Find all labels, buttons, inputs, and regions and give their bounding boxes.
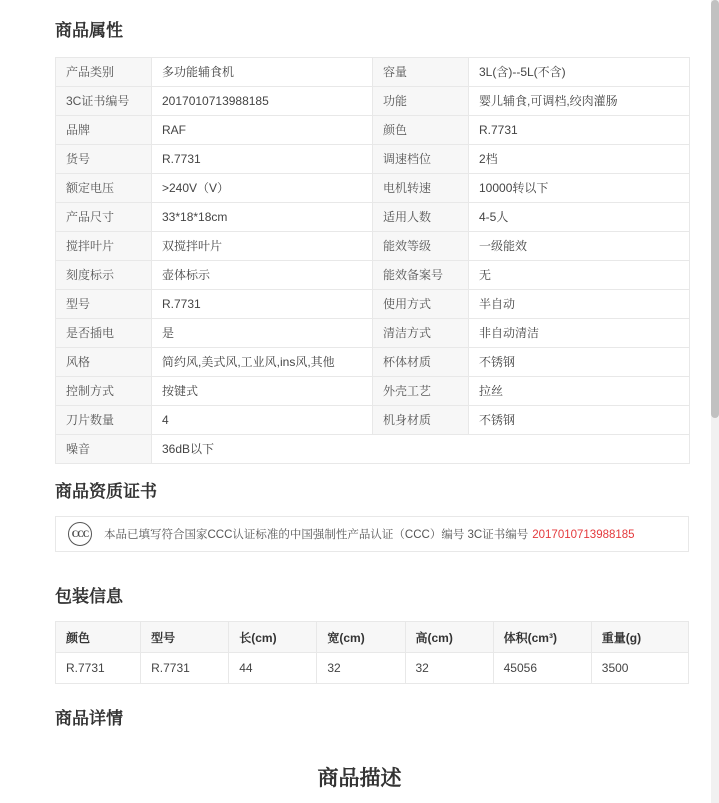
attribute-key: 刻度标示: [56, 261, 152, 290]
page-title-attributes: 商品属性: [55, 21, 123, 40]
attribute-value: 33*18*18cm: [152, 203, 373, 232]
table-row: [56, 435, 690, 464]
attribute-value: 一级能效: [469, 232, 690, 261]
table-row: [56, 58, 690, 87]
attribute-value: 半自动: [469, 290, 690, 319]
attribute-key: 适用人数: [373, 203, 469, 232]
attribute-value: 10000转以下: [469, 174, 690, 203]
attribute-value: 婴儿辅食,可调档,绞肉灌肠: [469, 87, 690, 116]
attribute-key: 使用方式: [373, 290, 469, 319]
table-row: [56, 319, 690, 348]
attribute-key: 电机转速: [373, 174, 469, 203]
table-row: [56, 290, 690, 319]
attribute-key: 货号: [56, 145, 152, 174]
ccc-certification-icon: CCC: [68, 522, 92, 546]
attribute-key: 杯体材质: [373, 348, 469, 377]
attribute-value: R.7731: [152, 290, 373, 319]
packaging-table: [55, 621, 689, 684]
certificate-description: 本品已填写符合国家CCC认证标准的中国强制性产品认证（CCC）编号 3C证书编号: [104, 529, 529, 541]
table-row: [56, 145, 690, 174]
attribute-value: 简约风,美式风,工业风,ins风,其他: [152, 348, 373, 377]
cell-weight: 3500: [591, 653, 688, 684]
table-row: [56, 377, 690, 406]
column-header-width: 宽(cm): [317, 622, 405, 653]
attribute-key: 颜色: [373, 116, 469, 145]
column-header-length: 长(cm): [229, 622, 317, 653]
cell-model: R.7731: [141, 653, 229, 684]
page-title-detail: 商品详情: [55, 709, 123, 728]
table-row: [56, 261, 690, 290]
attribute-key: 清洁方式: [373, 319, 469, 348]
column-header-weight: 重量(g): [591, 622, 688, 653]
table-header-row: [56, 622, 689, 653]
attribute-value: 按键式: [152, 377, 373, 406]
cell-width: 32: [317, 653, 405, 684]
attribute-key: 功能: [373, 87, 469, 116]
attribute-value: R.7731: [469, 116, 690, 145]
certificate-box: [55, 516, 689, 552]
attribute-value: 壶体标示: [152, 261, 373, 290]
attribute-value: 是: [152, 319, 373, 348]
product-description-heading: 商品描述: [317, 767, 402, 790]
attribute-key: 产品类别: [56, 58, 152, 87]
attribute-key: 刀片数量: [56, 406, 152, 435]
attribute-key: 3C证书编号: [56, 87, 152, 116]
table-row: [56, 348, 690, 377]
attribute-key: 能效备案号: [373, 261, 469, 290]
attribute-value: 4: [152, 406, 373, 435]
scrollbar-thumb[interactable]: [711, 0, 719, 418]
attribute-value: 双搅拌叶片: [152, 232, 373, 261]
page-scrollbar[interactable]: [711, 0, 719, 803]
attribute-key: 额定电压: [56, 174, 152, 203]
attribute-key: 是否插电: [56, 319, 152, 348]
attribute-value: 拉丝: [469, 377, 690, 406]
column-header-color: 颜色: [56, 622, 141, 653]
attribute-key: 控制方式: [56, 377, 152, 406]
attribute-value: 非自动清洁: [469, 319, 690, 348]
attribute-key: 风格: [56, 348, 152, 377]
attribute-key: 品牌: [56, 116, 152, 145]
attribute-value: >240V（V）: [152, 174, 373, 203]
table-row: [56, 232, 690, 261]
column-header-model: 型号: [141, 622, 229, 653]
attribute-key: 产品尺寸: [56, 203, 152, 232]
attribute-value: 3L(含)--5L(不含): [469, 58, 690, 87]
page-title-certificate: 商品资质证书: [55, 482, 157, 501]
attribute-key: 噪音: [56, 435, 152, 464]
cell-height: 32: [405, 653, 493, 684]
certificate-text: [104, 526, 635, 542]
attribute-value: R.7731: [152, 145, 373, 174]
table-row: [56, 653, 689, 684]
column-header-volume: 体积(cm³): [493, 622, 591, 653]
page-title-packaging: 包装信息: [55, 587, 123, 606]
table-row: [56, 406, 690, 435]
column-header-height: 高(cm): [405, 622, 493, 653]
attributes-table: [55, 57, 690, 464]
cell-volume: 45056: [493, 653, 591, 684]
attribute-value: 4-5人: [469, 203, 690, 232]
attribute-value: 2017010713988185: [152, 87, 373, 116]
attribute-key: 外壳工艺: [373, 377, 469, 406]
attribute-value: RAF: [152, 116, 373, 145]
attribute-value: 无: [469, 261, 690, 290]
attribute-value: 不锈钢: [469, 348, 690, 377]
attribute-value: 36dB以下: [152, 435, 690, 464]
attribute-value: 2档: [469, 145, 690, 174]
attribute-key: 搅拌叶片: [56, 232, 152, 261]
table-row: [56, 87, 690, 116]
certificate-number: 2017010713988185: [532, 529, 635, 541]
attribute-key: 机身材质: [373, 406, 469, 435]
attribute-value: 多功能辅食机: [152, 58, 373, 87]
attribute-key: 调速档位: [373, 145, 469, 174]
attribute-key: 能效等级: [373, 232, 469, 261]
table-row: [56, 203, 690, 232]
attribute-key: 型号: [56, 290, 152, 319]
attribute-value: 不锈钢: [469, 406, 690, 435]
cell-color: R.7731: [56, 653, 141, 684]
table-row: [56, 116, 690, 145]
table-row: [56, 174, 690, 203]
attribute-key: 容量: [373, 58, 469, 87]
cell-length: 44: [229, 653, 317, 684]
